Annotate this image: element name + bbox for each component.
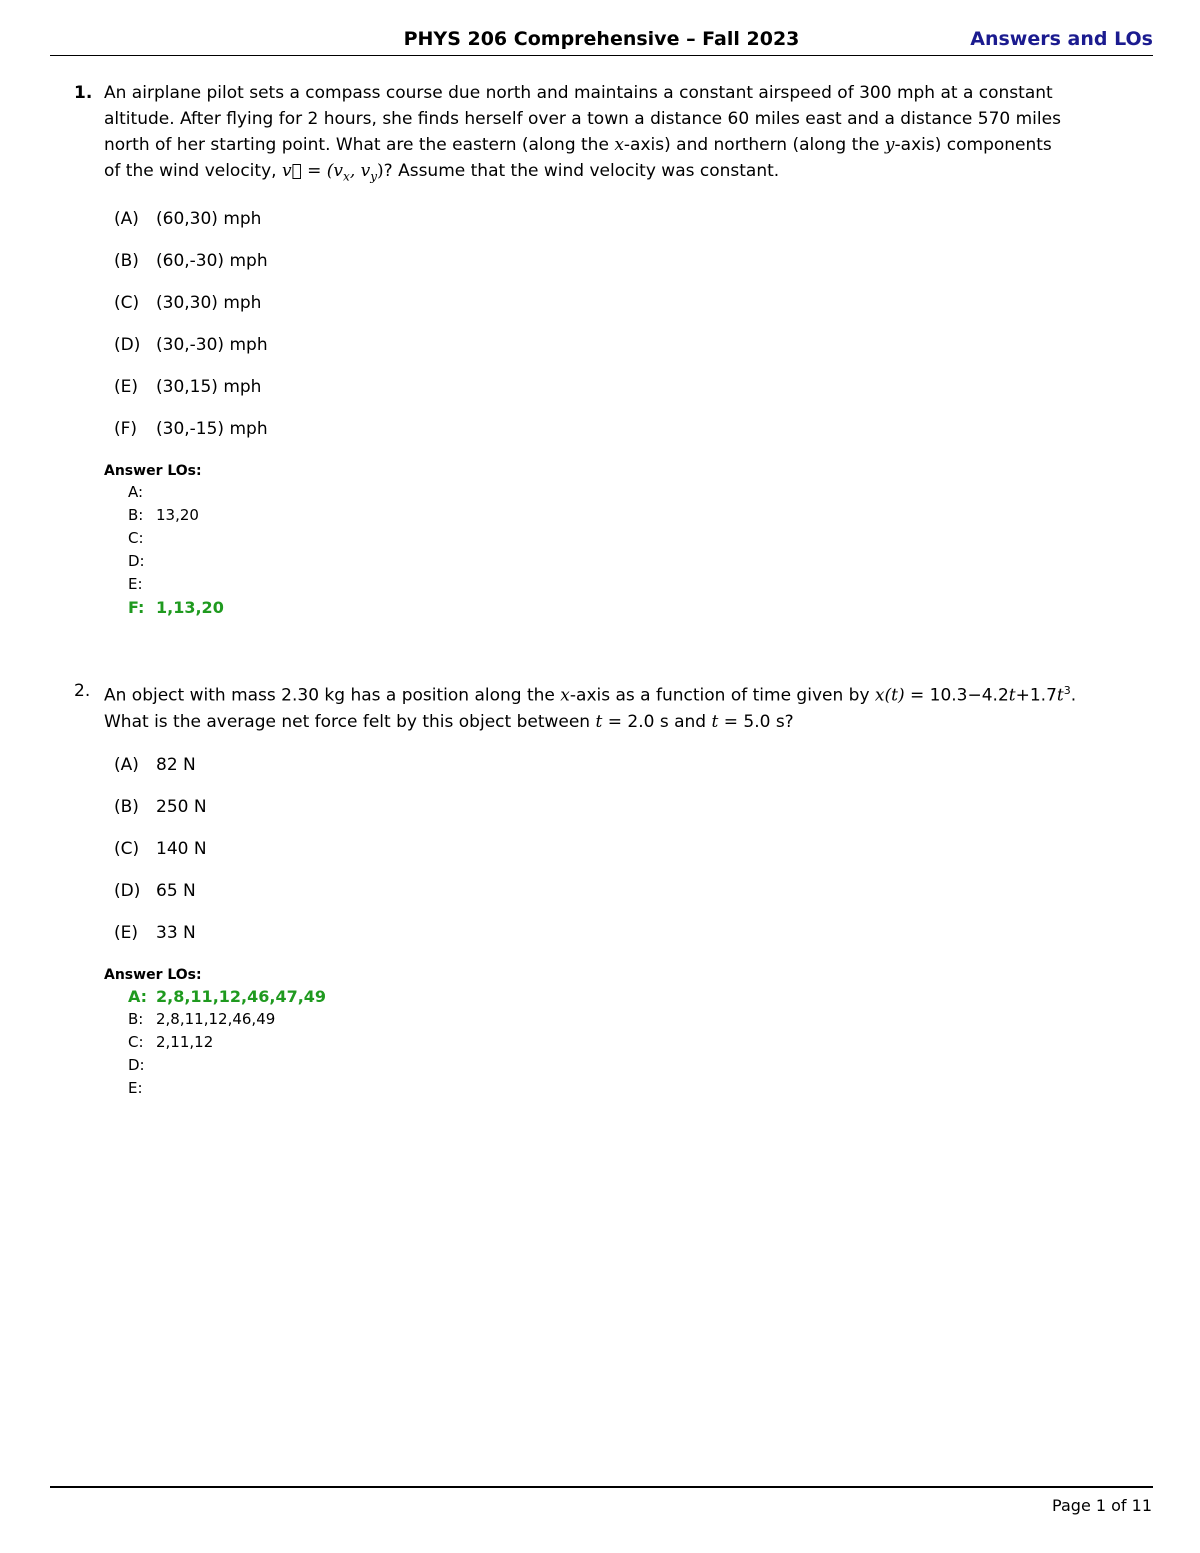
answer-letter: B: [128,506,144,525]
question-2-number: 2. [74,681,91,701]
answer-letter: E: [128,575,143,594]
question-1-answer-los [74,481,1110,619]
q2-option-1 [114,795,1110,837]
answer-letter: F: [128,598,145,618]
q2-answer-lo-2 [128,1031,1110,1054]
answer-los-list: 2,8,11,12,46,49 [156,1009,276,1028]
q1-option-3 [114,333,1110,375]
option-label: (E) [114,377,139,398]
option-label: (F) [114,419,138,440]
answer-letter: A: [128,986,148,1006]
question-1-line-4: of the wind velocity, v⃗ = ($v_x$, $v_y$)? Assume that the wind velocity was constant. [104,161,780,184]
option-text: 250 N [156,796,207,817]
question-2-text [74,678,1110,735]
question-2-line-2: What is the average net force felt by this object between t = 2.0 s and t = 5.0 s? [104,711,794,732]
answer-letter: D: [128,1055,145,1074]
answer-los-list: 2,11,12 [156,1032,214,1051]
q1-option-1 [114,249,1110,291]
header-rule [50,55,1153,56]
answer-los-list: 2,8,11,12,46,47,49 [156,986,327,1006]
q2-answer-lo-0 [128,985,1110,1008]
question-1 [74,80,1110,619]
option-text: 33 N [156,922,196,943]
q2-option-0 [114,753,1110,795]
option-text: (30,30) mph [156,293,262,314]
option-label: (D) [114,335,141,356]
page-header [50,28,1153,56]
answer-letter: C: [128,1032,144,1051]
option-text: (30,-15) mph [156,419,268,440]
answer-letter: B: [128,1009,144,1028]
q2-option-4 [114,921,1110,963]
q1-answer-lo-2 [128,527,1110,550]
page-number: Page 1 of 11 [1052,1496,1152,1515]
q2-option-3 [114,879,1110,921]
answer-letter: E: [128,1078,143,1097]
answer-los-list: 1,13,20 [156,598,224,618]
question-1-number: 1. [74,83,93,103]
answers-and-los-label: Answers and LOs [970,28,1153,50]
question-2-answer-los [74,985,1110,1100]
option-label: (C) [114,838,140,859]
option-text: (30,-30) mph [156,335,268,356]
option-label: (E) [114,922,139,943]
option-label: (B) [114,251,139,272]
question-1-options [74,207,1110,459]
footer-rule [50,1486,1153,1488]
exam-title: PHYS 206 Comprehensive – Fall 2023 [403,28,800,50]
answer-letter: D: [128,552,145,571]
q1-answer-lo-3 [128,550,1110,573]
option-label: (A) [114,754,139,775]
q1-option-2 [114,291,1110,333]
question-2-options [74,753,1110,963]
option-label: (D) [114,880,141,901]
question-2 [74,678,1110,1100]
q2-answer-lo-1 [128,1008,1110,1031]
q1-option-0 [114,207,1110,249]
answer-letter: C: [128,529,144,548]
question-1-line-2: altitude. After flying for 2 hours, she finds herself over a town a distance 60 miles east and a distance 570 miles [104,109,1061,129]
q2-answer-lo-3 [128,1054,1110,1077]
question-1-answer-los-heading: Answer LOs: [104,463,202,480]
answer-letter: A: [128,483,144,502]
q1-answer-lo-1 [128,504,1110,527]
question-2-answer-los-heading: Answer LOs: [104,966,202,983]
answer-los-list: 13,20 [156,506,199,525]
q1-answer-lo-0 [128,481,1110,504]
q2-answer-lo-4 [128,1077,1110,1100]
option-label: (B) [114,796,139,817]
q1-answer-lo-5 [128,596,1110,619]
option-text: 65 N [156,880,196,901]
q1-answer-lo-4 [128,573,1110,596]
q1-option-4 [114,375,1110,417]
option-label: (C) [114,293,140,314]
q2-option-2 [114,837,1110,879]
question-1-text [74,80,1110,189]
option-text: (60,30) mph [156,209,262,230]
question-2-line-1: An object with mass 2.30 kg has a position along the x-axis as a function of time given by $x(t) = 10.3-4.2t+1.7t^3$. [104,684,1077,706]
question-1-line-3: north of her starting point. What are the eastern (along the x-axis) and northern (along the y-axis) components [104,135,1052,155]
q1-option-5 [114,417,1110,459]
option-text: (60,-30) mph [156,251,268,272]
option-label: (A) [114,209,139,230]
question-1-line-1: An airplane pilot sets a compass course due north and maintains a constant airspeed of 300 mph at a constant [104,83,1053,103]
option-text: 82 N [156,754,196,775]
option-text: 140 N [156,838,207,859]
option-text: (30,15) mph [156,377,262,398]
